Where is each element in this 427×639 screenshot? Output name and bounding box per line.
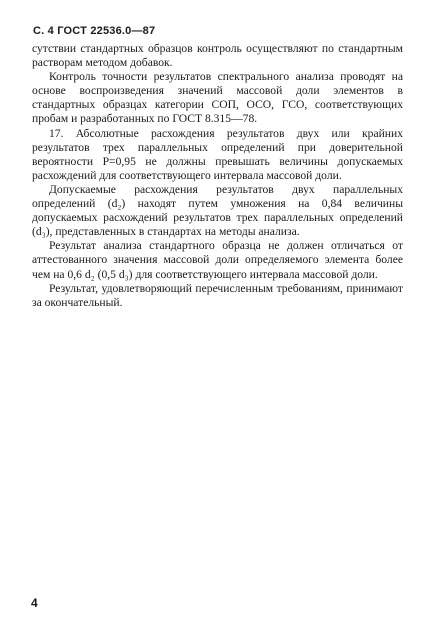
paragraph-permissible-discrepancies: Допускаемые расхождения результатов двух параллельных определений (d₂) находят путем умножения на 0,84 величины допускаемых расхождений результатов трех параллельных определений (d₃), представленных в стандартах на методы анализа.: [32, 182, 403, 239]
page-number: 4: [31, 596, 38, 610]
running-header: С. 4 ГОСТ 22536.0—87: [33, 25, 156, 37]
paragraph-final-result: Результат, удовлетворяющий перечисленным требованиям, принимают за окончательный.: [32, 281, 403, 309]
body-text: [32, 42, 403, 310]
paragraph-clause-17: 17. Абсолютные расхождения результатов двух или крайних результатов трех параллельных определений при доверительной вероятности P=0,95 не должны превышать величины допускаемых расхождений для соответствующего интервала массовой доли.: [32, 126, 403, 182]
paragraph-standard-sample-result: Результат анализа стандартного образца не должен отличаться от аттестованного значения массовой доли определяемого элемента более чем на 0,6 d₂ (0,5 d₃) для соответствующего интервала массовой доли.: [32, 239, 403, 281]
paragraph-continued: сутствии стандартных образцов контроль осуществляют по стандартным растворам методом добавок.: [32, 42, 403, 70]
paragraph-accuracy-control: Контроль точности результатов спектрального анализа проводят на основе воспроизведения значений массовой доли элементов в стандартных образцах категории СОП, ОСО, ГСО, соответствующих пробам и разработанных по ГОСТ 8.315—78.: [32, 70, 403, 126]
